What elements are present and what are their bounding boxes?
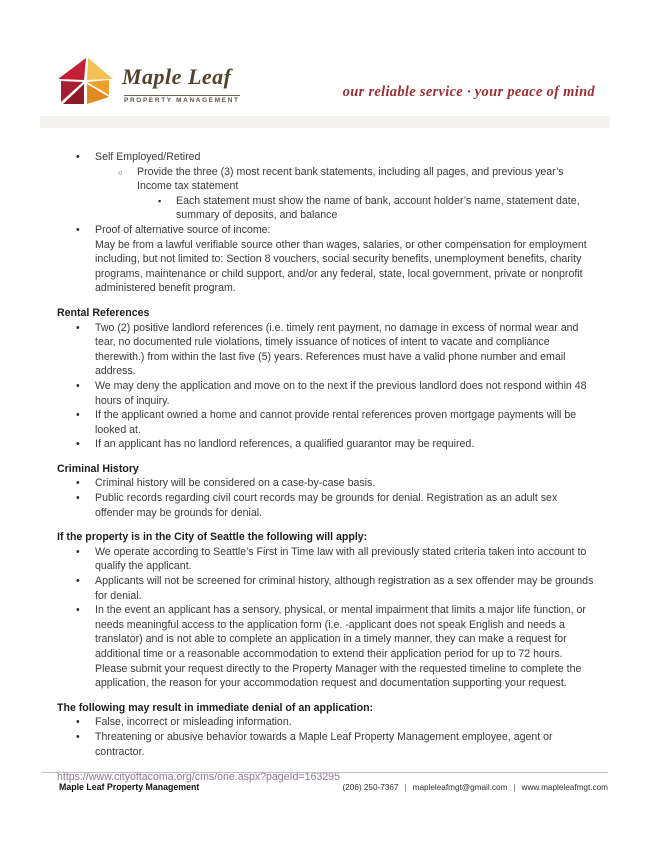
- bullet-item: • We operate according to Seattle’s First in Time law with all previously stated criteria taken into account to qualify the applicant.: [57, 545, 594, 574]
- footer-phone: (206) 250-7367: [342, 783, 399, 792]
- external-link[interactable]: https://www.cityoftacoma.org/cms/one.aspx?pageId=163295: [57, 771, 340, 784]
- company-logo: [57, 58, 240, 107]
- footer-website: www.mapleleafmgt.com: [521, 783, 608, 792]
- bullet-item: • We may deny the application and move on to the next if the previous landlord does not respond within 48 hours of inquiry.: [57, 379, 594, 408]
- bullet-item: • If an applicant has no landlord references, a qualified guarantor may be required.: [57, 437, 594, 452]
- company-tagline: our reliable service · your peace of mind: [342, 84, 595, 100]
- bullet-item: • Threatening or abusive behavior towards a Maple Leaf Property Management employee, agent or contractor.: [57, 730, 594, 759]
- bullet-item: • Two (2) positive landlord references (i.e. timely rent payment, no damage in excess of normal wear and tear, no documented rule violations, timely issuance of notices of intent to vacate and compliance therewith.) from within the last five (5) years. References must have a valid phone number and email address.: [57, 321, 594, 379]
- section-heading: Criminal History: [57, 462, 139, 475]
- bullet-item: • In the event an applicant has a sensory, physical, or mental impairment that limits a major life function, or needs meaningful access to the application form (i.e. -applicant does not speak English and needs a translator) and is not able to complete an application in a timely manner, they can make a request for additional time or a reasonable accommodation to extend their application period for up to 72 hours. Please submit your request directly to the Property Manager with the requested timeline to complete the application, the reason for your accommodation request and documentation supporting your request.: [57, 603, 594, 691]
- bullet-item: • Criminal history will be considered on a case-by-case basis.: [57, 476, 594, 491]
- bullet-item: • False, incorrect or misleading information.: [57, 715, 594, 730]
- footer-separator: |: [513, 783, 516, 792]
- bullet-item: ▪ Each statement must show the name of bank, account holder’s name, statement date, summary of deposits, and balance: [57, 194, 594, 223]
- bullet-item: ○ Provide the three (3) most recent bank statements, including all pages, and previous year’s Income tax statement: [57, 165, 594, 194]
- section-heading: If the property is in the City of Seattle the following will apply:: [57, 531, 368, 544]
- footer-separator: |: [404, 783, 407, 792]
- footer-email: mapleleafmgt@gmail.com: [412, 783, 508, 792]
- section-heading: The following may result in immediate denial of an application:: [57, 701, 374, 714]
- footer-company-name: Maple Leaf Property Management: [59, 782, 200, 792]
- section-heading: Rental References: [57, 306, 150, 319]
- bullet-continuation: May be from a lawful verifiable source other than wages, salaries, or other compensation for employment including, but not limited to: Section 8 vouchers, social security benefits, unemployment benefits, charity programs, maintenance or child support, and/or any federal, state, local government, private or nonprofit administered benefit program.: [95, 238, 587, 295]
- bullet-item: • Public records regarding civil court records may be grounds for denial. Registration as an adult sex offender may be grounds for denial.: [57, 491, 594, 520]
- brand-block: [122, 66, 240, 107]
- bullet-item: • Proof of alternative source of income:: [57, 223, 594, 238]
- header-divider-band: [40, 116, 610, 128]
- footer-contact-info: [342, 783, 608, 792]
- footer-divider: [42, 772, 608, 773]
- brand-name: Maple Leaf: [122, 64, 232, 89]
- brand-subtitle: PROPERTY MANAGEMENT: [124, 95, 240, 105]
- house-logo-icon: [57, 58, 113, 105]
- footer: [59, 782, 608, 792]
- bullet-item: • If the applicant owned a home and cannot provide rental references proven mortgage payments will be looked at.: [57, 408, 594, 437]
- bullet-item: • Applicants will not be screened for criminal history, although registration as a sex offender may be grounds for denial.: [57, 574, 594, 603]
- document-body: [57, 150, 594, 785]
- bullet-item: • Self Employed/Retired: [57, 150, 594, 165]
